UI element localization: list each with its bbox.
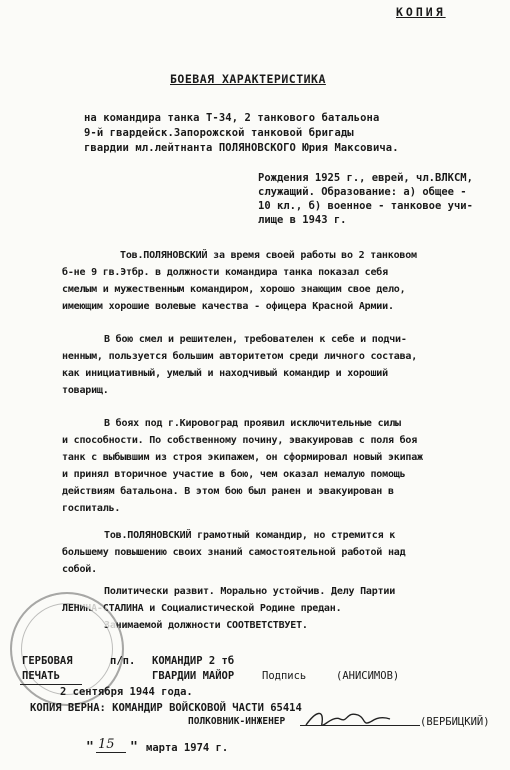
body-line: б-не 9 гв.Этбр. в должности командира танка показал себя — [62, 267, 388, 278]
date-quote-open: " — [86, 740, 94, 755]
body-line: как инициативный, умелый и находчивый командир и хороший — [62, 368, 388, 379]
signature-line — [300, 725, 420, 726]
document-title: БОЕВАЯ ХАРАКТЕРИСТИКА — [170, 72, 326, 86]
bio-line: 10 кл., б) военное - танковое учи- — [258, 200, 473, 212]
subject-line: на командира танка Т-34, 2 танкового батальона — [84, 112, 380, 124]
subject-line: гвардии мл.лейтнанта ПОЛЯНОВСКОГО Юрия Максовича. — [84, 142, 399, 154]
body-line: ненным, пользуется большим авторитетом среди личного состава, — [62, 351, 418, 362]
copy-mark: КОПИЯ — [396, 5, 446, 19]
body-line: танк с выбывшим из строя экипажем, он сформировал новый экипаж — [62, 452, 423, 463]
body-line: собой. — [62, 564, 97, 575]
commander-rank: ГВАРДИИ МАЙОР — [152, 670, 235, 682]
body-line: имеющим хорошие волевые качества - офицера Красной Армии. — [62, 301, 394, 312]
copy-verified-line: КОПИЯ ВЕРНА: КОМАНДИР ВОЙСКОВОЙ ЧАСТИ 65414 — [30, 702, 302, 714]
verification-date: марта 1974 г. — [146, 742, 229, 754]
signing-date: 2 сентября 1944 года. — [60, 686, 193, 698]
bio-line: Рождения 1925 г., еврей, чл.ВЛКСМ, — [258, 172, 473, 184]
seal-label-underline — [20, 684, 82, 685]
body-line: и способности. По собственному почину, эвакуировав с поля боя — [62, 435, 418, 446]
signer-name: (АНИСИМОВ) — [336, 670, 400, 682]
seal-label: ПЕЧАТЬ — [22, 670, 60, 682]
body-line: действиям батальона. В этом бою был ранен и эвакуирован в — [62, 486, 394, 497]
body-line: госпиталь. — [62, 503, 121, 514]
pp-mark: п/п. — [110, 655, 136, 667]
handwritten-signature-icon — [302, 705, 392, 735]
verifier-rank: ПОЛКОВНИК-ИНЖЕНЕР — [188, 716, 286, 727]
body-line: ЛЕНИНА-СТАЛИНА и Социалистической Родине предан. — [62, 603, 342, 614]
body-line: и принял вторичное участие в бою, чем оказал немалую помощь — [62, 469, 406, 480]
verifier-name: (ВЕРБИЦКИЙ) — [420, 716, 490, 728]
body-line: большему повышению своих знаний самостоятельной работой над — [62, 547, 406, 558]
signature-label: Подпись — [262, 670, 307, 682]
body-line: В боях под г.Кировоград проявил исключительные силы — [104, 418, 401, 429]
body-line: Тов.ПОЛЯНОВСКИЙ грамотный командир, но стремится к — [104, 530, 396, 541]
commander-title: КОМАНДИР 2 тб — [152, 655, 235, 667]
date-day-handwritten: 15 — [98, 737, 115, 752]
bio-line: лище в 1943 г. — [258, 214, 347, 226]
body-line: смелым и мужественным командиром, хорошо знающим свое дело, — [62, 284, 406, 295]
body-line: Занимаемой должности СООТВЕТСТВУЕТ. — [104, 620, 308, 631]
body-line: Тов.ПОЛЯНОВСКИЙ за время своей работы во 2 танковом — [120, 250, 417, 261]
subject-line: 9-й гвардейск.Запорожской танковой бригады — [84, 127, 354, 139]
date-day-underline — [96, 752, 126, 753]
seal-label: ГЕРБОВАЯ — [22, 655, 73, 667]
body-line: товарищ. — [62, 385, 109, 396]
date-quote-close: " — [130, 740, 138, 755]
body-line: В бою смел и решителен, требователен к себе и подчи- — [104, 334, 407, 345]
body-line: Политически развит. Морально устойчив. Делу Партии — [104, 586, 396, 597]
bio-line: служащий. Образование: а) общее - — [258, 186, 467, 198]
